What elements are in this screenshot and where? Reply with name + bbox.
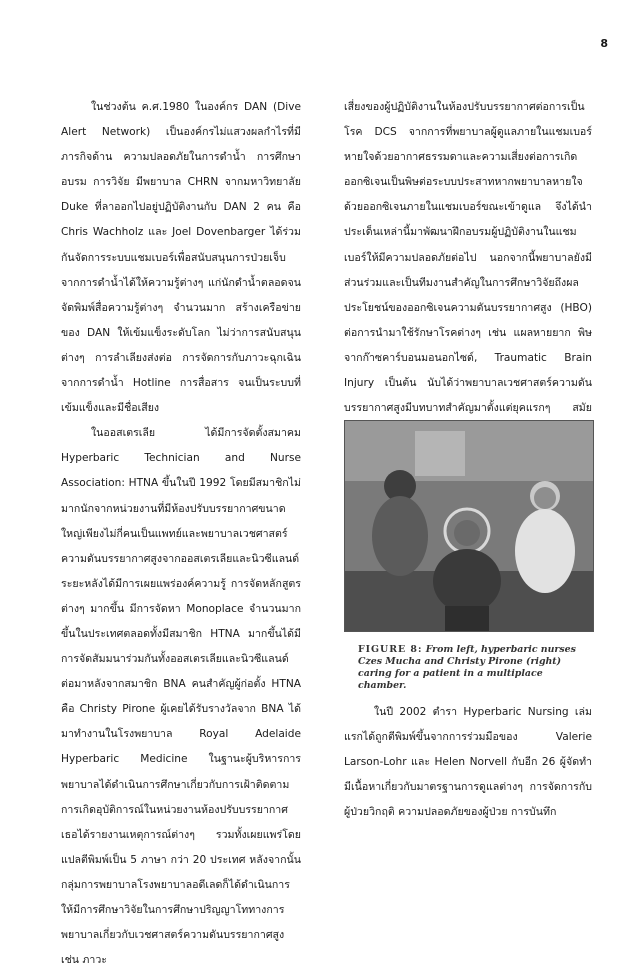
right-paragraph-2: ในปี 2002 ตำรา Hyperbaric Nursing เล่มแรกได้ถูกตีพิมพ์ขึ้นจากการร่วมมือของ Valerie Larson-Lohr และ Helen Norvell กับอีก 26 ผู้จัดทำมีเนื้อหาเกี่ยวกับมาตรฐานการดูแลต่างๆ การจัดการกับผู้ป่วยวิกฤติ ความปลอดภัยของผู้ป่วย การบันทึก — [344, 706, 592, 819]
chamber-photo-illustration — [345, 421, 593, 631]
chamber-photo — [344, 420, 594, 632]
right-paragraph-1: เสี่ยงของผู้ปฏิบัติงานในห้องปรับบรรยากาศต่อการเป็นโรค DCS จากการที่พยาบาลผู้ดูแลภายในแชมเบอร์หายใจด้วยอากาศธรรมดาและความเสี่ยงต่อการเกิดออกซิเจนเป็นพิษต่อระบบประสาทหากพยาบาลหายใจด้วยออกซิเจนภายในแชมเบอร์ขณะเข้าดูแล จึงได้นำประเด็นเหล่านี้มาพัฒนาฝึกอบรมผู้ปฏิบัติงานในแชมเบอร์ให้มีความปลอดภัยต่อไป นอกจากนี้พยาบาลยังมีส่วนร่วมและเป็นทีมงานสำคัญในการศึกษาวิจัยถึงผลประโยชน์ของออกซิเจนความดันบรรยากาศสูง (HBO) ต่อการนำมาใช้รักษาโรคต่างๆ เช่น แผลหายยาก พิษจากก๊าซคาร์บอนมอนอกไซด์, Traumatic Brain Injury เป็นต้น นับได้ว่าพยาบาลเวชศาสตร์ความดันบรรยากาศสูงมีบทบาทสำคัญมาตั้งแต่ยุคแรกๆ สมัย — [344, 101, 592, 415]
left-paragraph-2: ในออสเตรเลีย ได้มีการจัดตั้งสมาคม Hyperbaric Technician and Nurse Association: HTNA ขึ้นในปี 1992 โดยมีสมาชิกไม่มากนักจากหน่วยงานที่มีห้องปรับบรรยากาศขนาดใหญ่เพียงไม่กี่คนเป็นแพทย์และพยาบาลเวชศาสตร์ความดันบรรยากาศสูงจากออสเตรเลียและนิวซีแลนด์ ระยะหลังได้มีการเผยแพร่องค์ความรู้ การจัดหลักสูตรต่างๆ มากขึ้น มีการจัดหา Monoplace จำนวนมากขึ้นในประเทศตลอดทั้งมีสมาชิก HTNA มากขึ้นได้มีการจัดสัมมนาร่วมกันทั้งออสเตรเลียและนิวซีแลนด์ ต่อมาหลังจากสมาชิก BNA คนสำคัญผู้ก่อตั้ง HTNA คือ Christy Pirone ผู้เคยได้รับรางวัลจาก BNA ได้มาทำงานในโรงพยาบาล Royal Adelaide Hyperbaric Medicine ในฐานะผู้บริหารการพยาบาลได้ดำเนินการศึกษาเกี่ยวกับการเฝ้าติดตาม การเกิดอุบัติการณ์ในหน่วยงานห้องปรับบรรยากาศ เธอได้รายงานเหตุการณ์ต่างๆ รวมทั้งเผยแพร่โดยแปลตีพิมพ์เป็น 5 ภาษา กว่า 20 ประเทศ หลังจากนั้นกลุ่มการพยาบาลโรงพยาบาลอดีเลดก็ได้ดำเนินการให้มีการศึกษาวิจัยในการศึกษาปริญญาโททางการพยาบาลเกี่ยวกับเวชศาสตร์ความดันบรรยากาศสูง เช่น ภาวะ — [61, 427, 301, 967]
figure-label: FIGURE 8: — [358, 644, 423, 655]
figure-caption — [358, 644, 578, 692]
page-number: 8 — [600, 37, 608, 50]
figure-8 — [344, 420, 592, 692]
right-column-upper — [344, 95, 592, 471]
right-column-lower — [344, 700, 592, 825]
left-paragraph-1: ในช่วงต้น ค.ศ.1980 ในองค์กร DAN (Dive Alert Network) เป็นองค์กรไม่แสวงผลกำไรที่มีภารกิจด้าน ความปลอดภัยในการดำน้ำ การศึกษาอบรม การวิจัย มีพยาบาล CHRN จากมหาวิทยาลัย Duke ที่ลาออกไปอยู่ปฏิบัติงานกับ DAN 2 คน คือ Chris Wachholz และ Joel Dovenbarger ได้ร่วมกันจัดการระบบแชมเบอร์เพื่อสนับสนุนการป่วยเจ็บจากการดำน้ำได้ให้ความรู้ต่างๆ แก่นักดำน้ำตลอดจนจัดพิมพ์สื่อความรู้ต่างๆ จำนวนมาก สร้างเครือข่ายของ DAN ให้เข้มแข็งระดับโลก ไม่ว่าการสนับสนุนต่างๆ การลำเลียงส่งต่อ การจัดการกับภาวะฉุกเฉินจากการดำน้ำ Hotline การสื่อสาร จนเป็นระบบที่เข้มแข็งและมีชื่อเสียง — [61, 101, 301, 415]
figure-caption-text: From left, hyperbaric nurses Czes Mucha and Christy Pirone (right) caring for a patient in a multiplace chamber. — [358, 644, 576, 691]
left-column — [61, 95, 301, 973]
